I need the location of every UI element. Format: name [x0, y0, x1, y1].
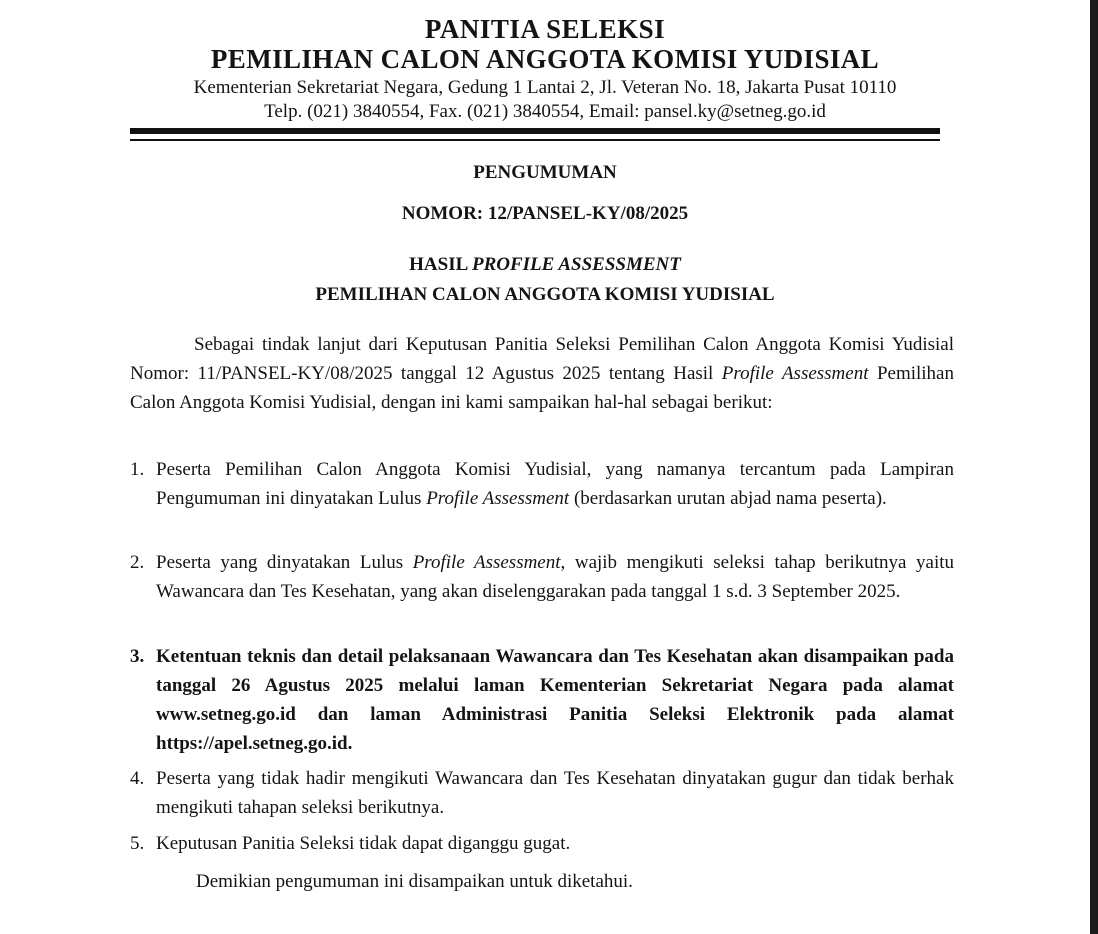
list-item-text: [156, 548, 954, 606]
list-item: [130, 548, 954, 606]
letterhead-contact: Telp. (021) 3840554, Fax. (021) 3840554, Email: pansel.ky@setneg.go.id: [264, 101, 826, 122]
letterhead-rule-thin: [130, 139, 940, 141]
announcement-title-italic: PROFILE ASSESSMENT: [471, 254, 681, 275]
list-item: [130, 764, 954, 822]
list-item: [130, 642, 954, 758]
intro-part1: Sebagai tindak lanjut dari Keputusan Panitia Seleksi Pemilihan Calon Anggota Komisi Yudisial Nomor: 11/PANSEL-KY/08/2025 tanggal 12 Agustus 2025 tentang Hasil: [130, 334, 954, 384]
list-item-part1: Peserta Pemilihan Calon Anggota Komisi Yudisial, yang namanya tercantum pada Lampiran Pengumuman ini dinyatakan Lulus: [156, 459, 954, 509]
list-item-number: 4.: [130, 768, 145, 789]
letterhead-title-line1: PANITIA SELEKSI: [424, 14, 666, 44]
list-item-text: Keputusan Panitia Seleksi tidak dapat diganggu gugat.: [156, 833, 571, 854]
list-item-number: 3.: [130, 646, 145, 667]
list-item: [130, 829, 954, 858]
letterhead-rule-thick: [130, 128, 940, 134]
list-item-part1: Peserta yang dinyatakan Lulus: [156, 552, 413, 573]
announcement-label: PENGUMUMAN: [473, 162, 617, 183]
letterhead-address: Kementerian Sekretariat Negara, Gedung 1 Lantai 2, Jl. Veteran No. 18, Jakarta Pusat 10110: [193, 77, 897, 98]
page-edge-shadow: [1090, 0, 1098, 934]
intro-italic: Profile Assessment: [721, 363, 869, 384]
list-item: [130, 455, 954, 513]
announcement-subtitle: PEMILIHAN CALON ANGGOTA KOMISI YUDISIAL: [315, 284, 775, 305]
list-item-part2: , wajib mengikuti seleksi tahap berikutnya yaitu Wawancara dan Tes Kesehatan, yang akan diselenggarakan pada tanggal 1 s.d. 3 September 2025.: [156, 552, 955, 602]
list-item-italic: Profile Assessment: [412, 552, 561, 573]
announcement-title-prefix: HASIL: [409, 254, 472, 275]
announcement-title: [0, 254, 1090, 276]
closing-sentence: Demikian pengumuman ini disampaikan untuk diketahui.: [196, 871, 633, 892]
list-item-part2: (berdasarkan urutan abjad nama peserta).: [569, 488, 887, 509]
list-item-number: 5.: [130, 833, 145, 854]
list-item-number: 1.: [130, 459, 145, 480]
intro-paragraph: [130, 330, 954, 417]
letterhead-title-line2: PEMILIHAN CALON ANGGOTA KOMISI YUDISIAL: [210, 44, 880, 74]
list-item-text: Ketentuan teknis dan detail pelaksanaan Wawancara dan Tes Kesehatan akan disampaikan pada tanggal 26 Agustus 2025 melalui laman Kementerian Sekretariat Negara pada alamat www.setneg.go.id dan laman Administrasi Panitia Seleksi Elektronik pada alamat https://apel.setneg.go.id.: [156, 646, 954, 754]
intro-part2: Pemilihan Calon Anggota Komisi Yudisial, dengan ini kami sampaikan hal-hal sebagai berikut:: [130, 363, 954, 413]
list-item-text: Peserta yang tidak hadir mengikuti Wawancara dan Tes Kesehatan dinyatakan gugur dan tidak berhak mengikuti tahapan seleksi berikutnya.: [156, 768, 954, 818]
list-item-text: [156, 455, 954, 513]
list-item-italic: Profile Assessment: [426, 488, 570, 509]
list-item-number: 2.: [130, 552, 145, 573]
announcement-number: NOMOR: 12/PANSEL-KY/08/2025: [401, 203, 689, 224]
